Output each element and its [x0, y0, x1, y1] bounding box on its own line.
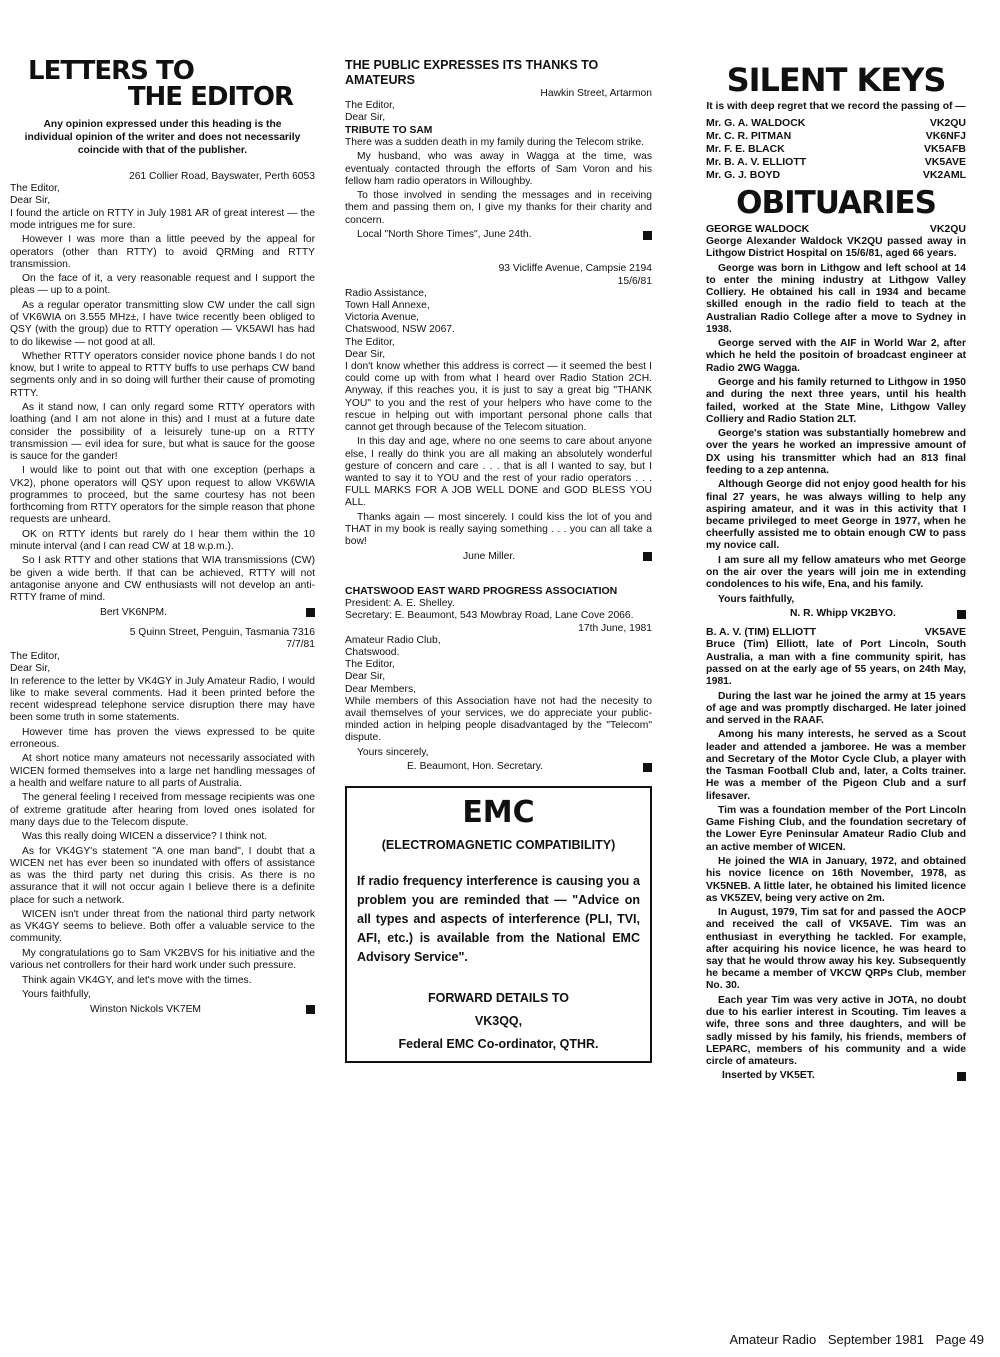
paragraph: There was a sudden death in my family during the Telecom strike. [345, 136, 645, 148]
obituary-elliott [706, 626, 966, 1082]
signature-line [10, 1004, 315, 1016]
closing: Yours sincerely, [357, 746, 429, 758]
paragraph: George Alexander Waldock VK2QU passed away in Lithgow District Hospital on 15/6/81, aged 66 years. [706, 236, 966, 260]
end-mark-icon [643, 763, 652, 772]
recipient-line: Dear Sir, [345, 671, 386, 683]
end-mark-icon [306, 608, 315, 617]
paragraph: On the face of it, a very reasonable request and I support the pleas — up to a point. [10, 273, 315, 297]
signature: June Miller. [463, 550, 516, 562]
emc-box [345, 786, 652, 1063]
salutation: Dear Sir, [10, 663, 51, 675]
magazine-name: Amateur Radio [729, 1332, 817, 1347]
silent-keys-intro: It is with deep regret that we record the passing of — [706, 101, 966, 112]
recipient-line: Radio Assistance, [345, 287, 427, 299]
column-obituaries [706, 58, 966, 1086]
salutation: The Editor, [10, 183, 60, 195]
list-item: Mr. G. A. WALDOCK VK2QU [706, 117, 966, 129]
paragraph: Whether RTTY operators consider novice phone bands I do not know, but I write to appeal to RTTY buffs to use perhaps CW band segments only and in so doing will further their cause of promoting RTTY. [10, 351, 315, 399]
emc-call: VK3QQ, [474, 1013, 523, 1028]
end-mark-icon [957, 610, 966, 619]
letter-date: 15/6/81 [617, 275, 652, 287]
silent-keys-title: SILENT KEYS [726, 61, 946, 99]
paragraph: To those involved in sending the messages and in receiving them and passing them on, I give my thanks for their charity and concern. [345, 190, 652, 226]
source-line [345, 229, 652, 241]
issue-date: September 1981 [827, 1332, 924, 1347]
end-mark-icon [957, 1072, 966, 1081]
salutation: Dear Sir, [345, 112, 386, 124]
recipient-line: Town Hall Annexe, [345, 299, 430, 311]
list-item: Mr. B. A. V. ELLIOTT VK5AVE [706, 156, 966, 168]
salutation: Dear Sir, [345, 348, 386, 360]
recipient-line: Amateur Radio Club, [345, 634, 441, 646]
emc-title: EMC [462, 794, 535, 830]
paragraph: However time has proven the views expressed to be quite erroneous. [10, 726, 315, 750]
paragraph: I found the article on RTTY in July 1981 AR of great interest — the mode intrigues me for sure. [10, 207, 315, 231]
paragraph: I am sure all my fellow amateurs who met George on the air over the years will join me in extending condolences to his wife, Ena, and his family. [706, 554, 966, 591]
letter-date: 17th June, 1981 [578, 622, 652, 634]
obituary-heading: B. A. V. (TIM) ELLIOTT VK5AVE [706, 626, 966, 639]
paragraph: In reference to the letter by VK4GY in July Amateur Radio, I would like to make several comments. Had it been printed before the recent widespread telephone service disruption there may have been some truth in some statements. [10, 675, 315, 724]
letters-title: LETTERS TO THE EDITOR [28, 56, 293, 112]
letter-address: 5 Quinn Street, Penguin, Tasmania 7316 [129, 626, 315, 638]
paragraph: Was this really doing WICEN a disservice? I think not. [22, 831, 268, 843]
emc-coordinator: Federal EMC Co-ordinator, QTHR. [398, 1036, 599, 1051]
paragraph: My husband, who was away in Wagga at the time, was eventualy contacted through the efforts of Sam Voron and his fellow ham radio operators in Willoughby. [345, 151, 652, 187]
paragraph: However I was more than a little peeved by the appeal for operators (other than RTTY) to avoid QRMing and RTTY transmission. [10, 234, 315, 270]
signature: E. Beaumont, Hon. Secretary. [407, 761, 544, 773]
paragraph: While members of this Association have not had the necesity to avail themselves of your services, we do appreciate your public-minded action in helping people disadvantaged by the "Telecom" dispute. [345, 695, 652, 744]
paragraph: Tim was a foundation member of the Port Lincoln Game Fishing Club, and the foundation secretary of the Lower Eyre Peninsular Amateur Radio Club and an active member of WICEN. [706, 805, 966, 853]
paragraph: George's station was substantially homebrew and over the years he worked an impressive amount of DX using his transmitter which had an 813 final feeding to a zep antenna. [706, 428, 966, 476]
secretary: Secretary: E. Beaumont, 543 Mowbray Road, Lane Cove 2066. [345, 610, 634, 622]
salutation: The Editor, [345, 336, 395, 348]
recipient-line: Victoria Avenue, [345, 312, 420, 324]
column-public [345, 58, 652, 1063]
paragraph: During the last war he joined the army at 15 years of age and was promptly discharged. He later joined and served in the RAAF. [706, 690, 966, 726]
letters-disclaimer: Any opinion expressed under this heading is the individual opinion of the writer and does not necessarily coincide with that of the publisher. [24, 119, 301, 156]
signature: Inserted by VK5ET. [722, 1070, 815, 1082]
end-mark-icon [643, 231, 652, 240]
obituaries-title: OBITUARIES [736, 185, 936, 221]
paragraph: OK on RTTY idents but rarely do I hear them within the 10 minute interval (and I can read CW at 18 w.p.m.). [10, 528, 315, 552]
paragraph: Think again VK4GY, and let's move with the times. [22, 974, 252, 986]
closing: Yours faithfully, [718, 593, 795, 605]
page-footer [721, 1332, 984, 1347]
list-item: Mr. G. J. BOYD VK2AML [706, 169, 966, 181]
public-title: THE PUBLIC EXPRESSES ITS THANKS TO AMATEURS [345, 58, 599, 87]
list-item: Mr. F. E. BLACK VK5AFB [706, 143, 966, 155]
paragraph: The general feeling I received from message recipients was one of extreme gratitude after hearing from loved ones isolated for many days due to the Telecom dispute. [10, 792, 315, 828]
letter-chatswood [345, 585, 652, 773]
paragraph: George was born in Lithgow and left school at 14 to enter the mining industry at Lithgow Valley Colliery. He obtained his call in 1934 and became skilled enough in the radio field to teach at the Australian Radio College after a move to Sydney in 1938. [706, 262, 966, 335]
emc-subtitle: (ELECTROMAGNETIC COMPATIBILITY) [381, 837, 616, 852]
paragraph: I would like to point out that with one exception (perhaps a VK2), phone operators will QSY upon request to allow VK6WIA programmes to proceed, but the same courtesy has not been forthcoming from RTTY operators for the simple reason that phone requests are unheard. [10, 465, 315, 526]
signature-line [345, 551, 652, 563]
salutation: Dear Sir, [10, 195, 51, 207]
recipient-line: Chatswood, NSW 2067. [345, 324, 455, 336]
paragraph: Although George did not enjoy good health for his final 27 years, he was always willing to help any aspiring amateur, and it was in this activity that I became privileged to meet George in 1977, when he cheerfully assisted me to obtain enough CW to pass my novice call. [706, 479, 966, 552]
signature: N. R. Whipp VK2BYO. [790, 608, 896, 620]
emc-body: If radio frequency interference is causing you a problem you are reminded that — "Advice on all types and aspects of interference (PLI, TVI, AFI, etc.) is available from the National EMC Advisory Service". [357, 873, 640, 964]
paragraph: So I ask RTTY and other stations that WIA transmissions (CW) be given a wide berth. If that can be achieved, RTTY will not antagonise anyone and CW enthusiasts will not develop an anti-RTTY frame of mind. [10, 555, 315, 604]
column-letters [10, 58, 315, 1019]
paragraph: Bruce (Tim) Elliott, late of Port Lincoln, South Australia, a man with a fine community spirit, has passed on at the early age of 55 years, on 24th May, 1981. [706, 639, 966, 688]
letter-artarmon [345, 88, 652, 241]
paragraph: George served with the AIF in World War 2, after which he held the positoin of broadcast engineer at Radio 2WG Wagga. [706, 338, 966, 374]
obituary-heading: GEORGE WALDOCK VK2QU [706, 223, 966, 235]
signature-line [706, 1070, 966, 1082]
obituary-waldock [706, 223, 966, 620]
paragraph: In this day and age, where no one seems to care about anyone else, I really do think you are all making an absolutely wonderful gesture of concern and care . . . that is all I wanted to say, but I wanted to say it to YOU and the rest of your radio operators . . . FULL MARKS FOR A JOB WELL DONE and GOD BLESS YOU ALL. [345, 436, 652, 509]
paragraph: Each year Tim was very active in JOTA, no doubt due to his earlier interest in Scouting. Tim leaves a wife, three sons and three daughters, and will be sadly missed by his family, his friends, members of LEPARC, members of his community and a wide circle of amateurs. [706, 994, 966, 1067]
page-number: Page 49 [935, 1332, 984, 1347]
paragraph: Among his many interests, he served as a Scout leader and attended a jamboree. He was a member and Secretary of the Motor Cycle Club, a player with the Tasman Football Club and, later, a Colts trainer. He was a member of the Pigeon Club and a surf lifesaver. [706, 729, 966, 802]
paragraph: Thanks again — most sincerely. I could kiss the lot of you and THAT in my book is really saying something . . . you can all take a bow! [345, 511, 652, 548]
end-mark-icon [643, 552, 652, 561]
paragraph: In August, 1979, Tim sat for and passed the AOCP and received the call of VK5AVE. Tim was an enthusiast in everything he tackled. For example, after acquiring his novice licence, he was heard to say that he would throw away his key. Subsequently he became a member of VKCW QRPs Club, member No. 30. [706, 907, 966, 992]
source: Local "North Shore Times", June 24th. [357, 229, 532, 241]
signature: Bert VK6NPM. [100, 606, 167, 618]
emc-forward: FORWARD DETAILS TO [428, 990, 569, 1005]
recipient-line: Chatswood. [345, 646, 400, 658]
subtitle: TRIBUTE TO SAM [345, 124, 433, 136]
recipient-line: Dear Members, [345, 683, 416, 695]
paragraph: As a regular operator transmitting slow CW under the call sign of VK6WIA on 3.555 MHz±, I have twice recently been obliged to QSY (with the group) due to RTTY operation — VK5AWI has had to do likewise — not good at all. [10, 299, 315, 348]
paragraph: As it stand now, I can only regard some RTTY operators with loathing (and I am not alone in this) and I must at a future date consider the possibility of a leisurely tune-up on a RTTY transmission — evil idea for sure, but what is sauce for the goose is sauce for the gander! [10, 402, 315, 462]
letter-bayswater [10, 171, 315, 619]
recipient-line: The Editor, [345, 659, 395, 671]
letter-address: 93 Vicliffe Avenue, Campsie 2194 [498, 263, 652, 275]
paragraph: George and his family returned to Lithgow in 1950 and during the next three years, until his health failed, worked at the State Mine, Lithgow Valley Colliery and Radio Station 2LT. [706, 377, 966, 425]
paragraph: I don't know whether this address is correct — it seemed the best I could come up with from what I heard over Radio Station 2CH. Anyway, if this reaches you, it is just to say a great big "THANK YOU" to you and the rest of your helpers who have come to the rescue in helping out with important personal phone calls that cannot get through because of the Telecom situation. [345, 360, 652, 433]
paragraph: At short notice many amateurs not necessarily associated with WICEN formed themselves into a large net handling messages of a health and welfare nature to all parts of Australia. [10, 753, 315, 789]
letter-address: 261 Collier Road, Bayswater, Perth 6053 [128, 171, 315, 182]
paragraph: WICEN isn't under threat from the national third party network as VK4GY seems to believe. Both offer a valuable service to the community. [10, 909, 315, 945]
list-item: Mr. C. R. PITMAN VK6NFJ [706, 130, 966, 142]
paragraph: As for VK4GY's statement "A one man band", I doubt that a WICEN net has ever been so inundated with offers of assistance as was the third party net during this crisis. As there is no assurance that it will not occur again I believe there is a definite place for such a network. [10, 845, 315, 906]
chatswood-title: CHATSWOOD EAST WARD PROGRESS ASSOCIATION [345, 585, 618, 598]
letter-campsie [345, 263, 652, 563]
salutation: The Editor, [345, 100, 395, 112]
silent-keys-list [706, 117, 966, 182]
closing: Yours faithfully, [22, 989, 91, 1001]
salutation: The Editor, [10, 651, 60, 663]
signature-line [345, 761, 652, 773]
paragraph: My congratulations go to Sam VK2BVS for his initiative and the various net controllers for their hard work under such pressure. [10, 947, 315, 972]
letter-address: Hawkin Street, Artarmon [540, 88, 652, 99]
signature-line [706, 608, 966, 620]
signature: Winston Nickols VK7EM [90, 1003, 202, 1015]
letter-penguin [10, 627, 315, 1016]
paragraph: He joined the WIA in January, 1972, and obtained his novice licence on 16th November, 1978, as VK5NEB. A little later, he obtained his limited licence as VK5ZEV, being very active on 2m. [706, 856, 966, 904]
president: President: A. E. Shelley. [345, 598, 455, 610]
letter-date: 7/7/81 [286, 638, 315, 650]
end-mark-icon [306, 1005, 315, 1014]
signature-line [10, 607, 315, 619]
